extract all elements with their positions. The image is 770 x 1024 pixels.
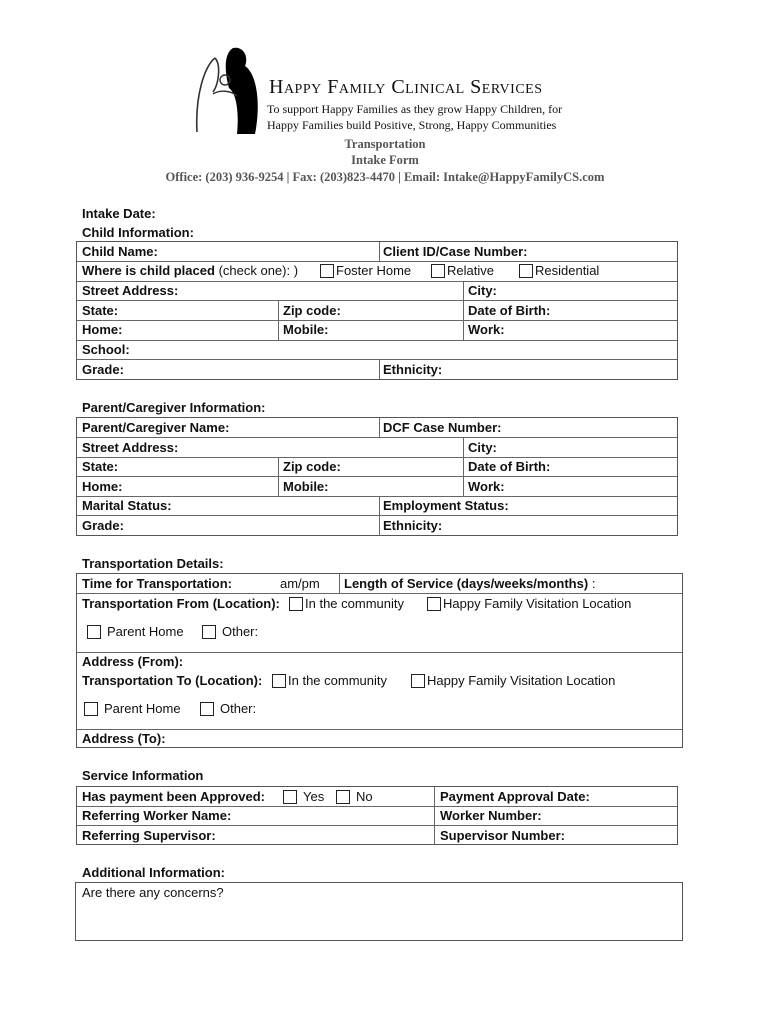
from-community-checkbox[interactable]: [289, 597, 303, 611]
payment-yes-checkbox[interactable]: [283, 790, 297, 804]
org-name: Happy Family Clinical Services: [269, 76, 543, 98]
child-section-label: Child Information:: [82, 225, 194, 240]
transport-section-label: Transportation Details:: [82, 556, 224, 571]
parent-grade-label: Grade:: [82, 518, 124, 533]
residential-checkbox[interactable]: [519, 264, 533, 278]
parent-street-label: Street Address:: [82, 440, 179, 455]
home-phone-label: Home:: [82, 322, 123, 337]
from-community-label: In the community: [305, 596, 404, 611]
transport-table: [76, 573, 683, 748]
parent-state-label: State:: [82, 459, 119, 474]
length-colon: :: [591, 576, 596, 591]
transport-to-label: Transportation To (Location):: [82, 673, 263, 688]
from-option-community[interactable]: [289, 596, 404, 611]
parent-info-table: [76, 417, 678, 536]
time-label: Time for Transportation:: [82, 576, 232, 591]
concerns-box[interactable]: [75, 882, 683, 941]
to-community-checkbox[interactable]: [272, 674, 286, 688]
form-title: Transportation: [344, 137, 426, 151]
length-of-service-row: [344, 576, 595, 591]
state-label: State:: [82, 303, 119, 318]
foster-home-checkbox[interactable]: [320, 264, 334, 278]
transport-from-label: Transportation From (Location):: [82, 596, 280, 611]
tagline-line-2: Happy Families build Positive, Strong, Happy Communities: [267, 118, 557, 132]
from-visitation-checkbox[interactable]: [427, 597, 441, 611]
option-residential[interactable]: [519, 263, 599, 278]
placement-row: [82, 263, 298, 278]
payment-approved-label: Has payment been Approved:: [82, 789, 266, 804]
parent-dob-label: Date of Birth:: [468, 459, 551, 474]
parent-zip-label: Zip code:: [283, 459, 341, 474]
relative-label: Relative: [447, 263, 494, 278]
parent-section-label: Parent/Caregiver Information:: [82, 400, 266, 415]
to-visitation-checkbox[interactable]: [411, 674, 425, 688]
placement-label: Where is child placed: [82, 263, 215, 278]
foster-home-label: Foster Home: [336, 263, 412, 278]
from-other-label: Other:: [222, 624, 259, 639]
to-option-parent-home[interactable]: [84, 701, 181, 716]
employment-status-label: Employment Status:: [383, 498, 509, 513]
date-of-birth-label: Date of Birth:: [468, 303, 551, 318]
to-option-other[interactable]: [200, 701, 256, 716]
form-subtitle: Intake Form: [351, 153, 419, 167]
caregiver-name-label: Parent/Caregiver Name:: [82, 420, 230, 435]
intake-date-label: Intake Date:: [82, 206, 156, 221]
marital-status-label: Marital Status:: [82, 498, 172, 513]
street-address-label: Street Address:: [82, 283, 179, 298]
option-foster-home[interactable]: [320, 263, 411, 278]
parent-mobile-label: Mobile:: [283, 479, 329, 494]
parent-home-label: Home:: [82, 479, 123, 494]
org-logo: [185, 44, 585, 140]
address-from-label: Address (From):: [82, 654, 184, 669]
payment-yes-option[interactable]: [283, 789, 324, 804]
contact-line: Office: (203) 936-9254 | Fax: (203)823-4470 | Email: Intake@HappyFamilyCS.com: [165, 170, 605, 184]
from-option-visitation[interactable]: [427, 596, 631, 611]
from-option-other[interactable]: [202, 624, 258, 639]
supervisor-label: Referring Supervisor:: [82, 828, 216, 843]
to-option-visitation[interactable]: [411, 673, 615, 688]
concerns-label: Are there any concerns?: [82, 885, 224, 900]
to-other-checkbox[interactable]: [200, 702, 214, 716]
option-relative[interactable]: [431, 263, 494, 278]
parent-ethnicity-label: Ethnicity:: [383, 518, 443, 533]
approval-date-label: Payment Approval Date:: [440, 789, 590, 804]
client-id-label: Client ID/Case Number:: [383, 244, 528, 259]
additional-section-label: Additional Information:: [82, 865, 225, 880]
service-section-label: Service Information: [82, 768, 204, 783]
ampm-label: am/pm: [280, 576, 320, 591]
parent-city-label: City:: [468, 440, 497, 455]
from-parent-home-checkbox[interactable]: [87, 625, 101, 639]
worker-number-label: Worker Number:: [440, 808, 542, 823]
family-logo-icon: [185, 44, 275, 140]
parent-work-label: Work:: [468, 479, 505, 494]
payment-no-label: No: [356, 789, 373, 804]
payment-no-checkbox[interactable]: [336, 790, 350, 804]
supervisor-number-label: Supervisor Number:: [440, 828, 565, 843]
residential-label: Residential: [535, 263, 600, 278]
dcf-case-label: DCF Case Number:: [383, 420, 502, 435]
from-option-parent-home[interactable]: [87, 624, 184, 639]
grade-label: Grade:: [82, 362, 124, 377]
payment-no-option[interactable]: [336, 789, 373, 804]
from-other-checkbox[interactable]: [202, 625, 216, 639]
length-of-service-label: Length of Service (days/weeks/months): [344, 576, 589, 591]
worker-name-label: Referring Worker Name:: [82, 808, 232, 823]
relative-checkbox[interactable]: [431, 264, 445, 278]
city-label: City:: [468, 283, 497, 298]
zip-code-label: Zip code:: [283, 303, 341, 318]
to-community-label: In the community: [288, 673, 387, 688]
child-name-label: Child Name:: [82, 244, 158, 259]
work-phone-label: Work:: [468, 322, 505, 337]
placement-hint: (check one): ): [218, 263, 299, 278]
payment-yes-label: Yes: [303, 789, 325, 804]
to-parent-home-label: Parent Home: [104, 701, 181, 716]
from-parent-home-label: Parent Home: [107, 624, 184, 639]
service-table: [76, 786, 678, 845]
to-other-label: Other:: [220, 701, 257, 716]
address-to-label: Address (To):: [82, 731, 166, 746]
ethnicity-label: Ethnicity:: [383, 362, 443, 377]
school-label: School:: [82, 342, 130, 357]
from-visitation-label: Happy Family Visitation Location: [443, 596, 632, 611]
to-parent-home-checkbox[interactable]: [84, 702, 98, 716]
tagline-line-1: To support Happy Families as they grow Happy Children, for: [267, 102, 563, 116]
child-info-table: [76, 241, 678, 380]
mobile-phone-label: Mobile:: [283, 322, 329, 337]
to-visitation-label: Happy Family Visitation Location: [427, 673, 616, 688]
to-option-community[interactable]: [272, 673, 387, 688]
